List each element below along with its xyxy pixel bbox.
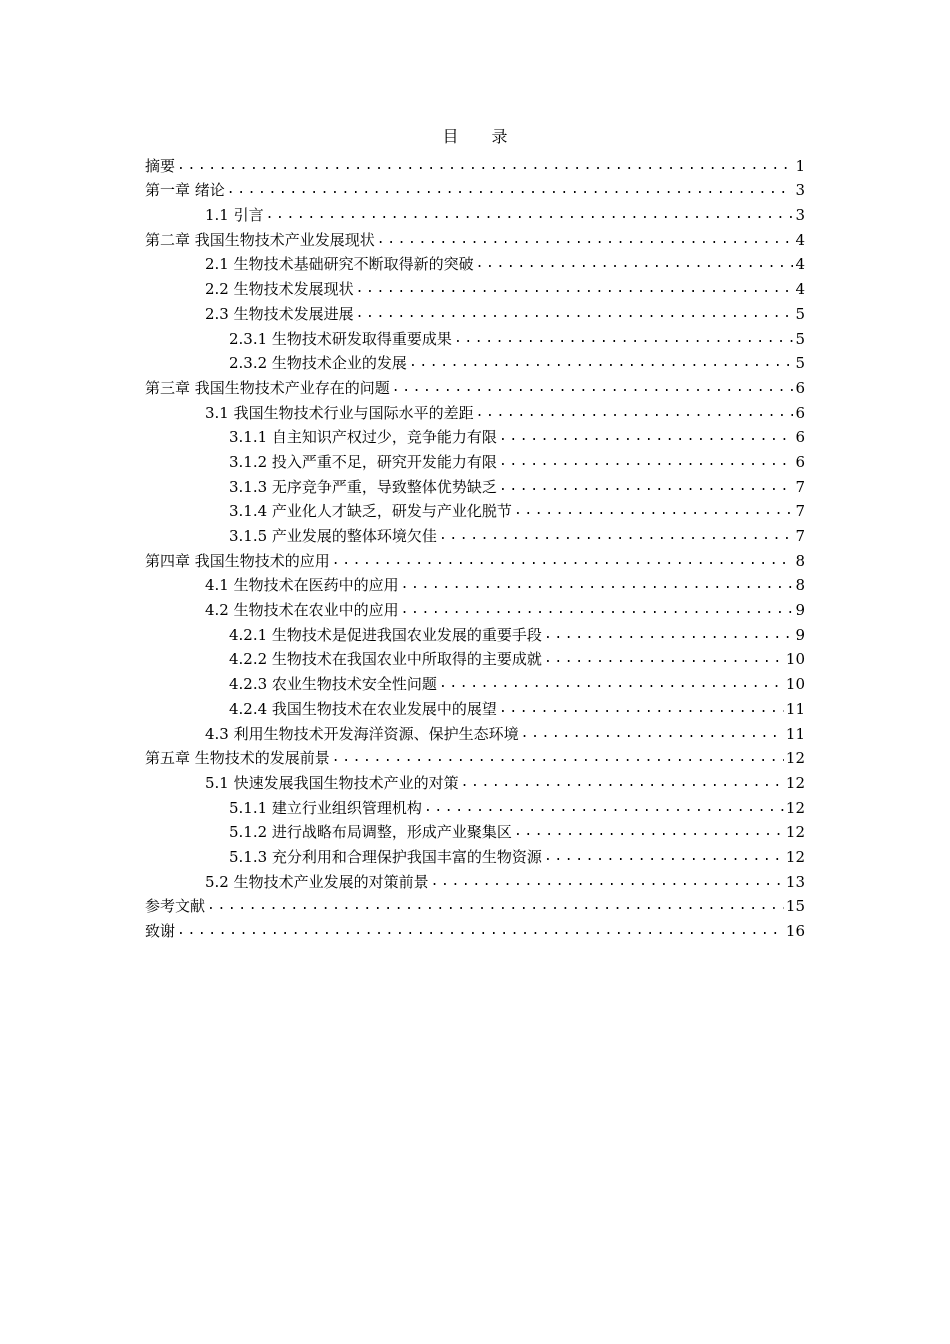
toc-entry[interactable] — [145, 867, 805, 892]
toc-entry-label: 5.1 快速发展我国生物技术产业的对策 — [205, 773, 459, 792]
dot-leader — [544, 625, 794, 645]
dot-leader — [401, 575, 794, 595]
toc-entry[interactable] — [145, 521, 805, 546]
toc-entry-page: 7 — [795, 502, 805, 521]
dot-leader — [332, 551, 794, 571]
toc-entry[interactable] — [145, 324, 805, 349]
toc-entry-label: 3.1.4 产业化人才缺乏，研发与产业化脱节 — [229, 502, 512, 521]
toc-entry-page: 5 — [795, 329, 805, 348]
toc-entry-page: 15 — [785, 897, 805, 916]
dot-leader — [499, 452, 794, 472]
toc-entry-label: 2.3.2 生物技术企业的发展 — [229, 354, 407, 373]
toc-entry[interactable] — [145, 299, 805, 324]
toc-entry-page: 6 — [795, 378, 805, 397]
toc-entry-page: 10 — [785, 675, 805, 694]
toc-entry-label: 1.1 引言 — [205, 206, 264, 225]
toc-entry-page: 12 — [785, 749, 805, 768]
dot-leader — [401, 600, 794, 620]
toc-entry-label: 3.1.3 无序竞争严重，导致整体优势缺乏 — [229, 477, 497, 496]
toc-entry[interactable] — [145, 768, 805, 793]
dot-leader — [476, 403, 794, 423]
toc-entry-page: 5 — [795, 304, 805, 323]
toc-entry-label: 4.2.1 生物技术是促进我国农业发展的重要手段 — [229, 625, 542, 644]
toc-entry[interactable] — [145, 571, 805, 596]
toc-entry-label: 5.1.3 充分利用和合理保护我国丰富的生物资源 — [229, 847, 542, 866]
toc-entry[interactable] — [145, 595, 805, 620]
toc-entry[interactable] — [145, 398, 805, 423]
toc-entry-label: 4.1 生物技术在医药中的应用 — [205, 576, 399, 595]
toc-entry-page: 11 — [785, 699, 805, 718]
toc-entry-page: 8 — [795, 576, 805, 595]
toc-entry-label: 3.1.1 自主知识产权过少，竞争能力有限 — [229, 428, 497, 447]
toc-entry-page: 10 — [785, 650, 805, 669]
dot-leader — [439, 526, 794, 546]
toc-entry-page: 4 — [795, 280, 805, 299]
toc-entry[interactable] — [145, 719, 805, 744]
dot-leader — [377, 230, 794, 250]
dot-leader — [454, 329, 794, 349]
table-of-contents — [145, 151, 805, 941]
toc-entry[interactable] — [145, 447, 805, 472]
toc-entry-page: 9 — [795, 625, 805, 644]
toc-entry[interactable] — [145, 744, 805, 769]
toc-entry[interactable] — [145, 423, 805, 448]
toc-entry-label: 致谢 — [145, 922, 176, 940]
toc-entry-page: 6 — [795, 452, 805, 471]
toc-entry-label: 4.2.2 生物技术在我国农业中所取得的主要成就 — [229, 650, 542, 669]
dot-leader — [227, 180, 794, 200]
toc-entry-label: 5.1.2 进行战略布局调整，形成产业聚集区 — [229, 823, 512, 842]
toc-entry[interactable] — [145, 546, 805, 571]
toc-entry[interactable] — [145, 200, 805, 225]
dot-leader — [424, 798, 784, 818]
dot-leader — [356, 279, 794, 299]
toc-entry-label: 4.2 生物技术在农业中的应用 — [205, 601, 399, 620]
toc-entry-label: 摘要 — [145, 156, 176, 175]
toc-entry-page: 13 — [785, 872, 805, 891]
toc-entry-page: 4 — [795, 230, 805, 249]
toc-entry-label: 第五章 生物技术的发展前景 — [145, 749, 330, 768]
toc-entry[interactable] — [145, 818, 805, 843]
toc-entry-page: 16 — [785, 922, 805, 940]
toc-entry-page: 6 — [795, 428, 805, 447]
toc-entry-label: 3.1.2 投入严重不足，研究开发能力有限 — [229, 452, 497, 471]
dot-leader — [332, 748, 784, 768]
dot-leader — [544, 649, 784, 669]
toc-entry-page: 6 — [795, 403, 805, 422]
toc-entry-page: 8 — [795, 551, 805, 570]
dot-leader — [514, 501, 794, 521]
toc-entry[interactable] — [145, 151, 805, 176]
toc-entry-label: 4.2.4 我国生物技术在农业发展中的展望 — [229, 699, 497, 718]
toc-entry-label: 2.3 生物技术发展进展 — [205, 304, 354, 323]
dot-leader — [499, 477, 794, 497]
toc-entry[interactable] — [145, 250, 805, 275]
toc-entry[interactable] — [145, 916, 805, 941]
toc-entry-label: 4.3 利用生物技术开发海洋资源、保护生态环境 — [205, 724, 519, 743]
toc-entry-page: 7 — [795, 477, 805, 496]
toc-entry[interactable] — [145, 694, 805, 719]
toc-entry[interactable] — [145, 225, 805, 250]
dot-leader — [514, 822, 784, 842]
toc-entry-label: 2.3.1 生物技术研发取得重要成果 — [229, 329, 452, 348]
toc-entry-label: 第二章 我国生物技术产业发展现状 — [145, 230, 375, 249]
toc-entry[interactable] — [145, 497, 805, 522]
toc-entry-page: 4 — [795, 255, 805, 274]
toc-entry-page: 1 — [795, 156, 805, 175]
dot-leader — [431, 872, 784, 892]
toc-entry-label: 5.1.1 建立行业组织管理机构 — [229, 798, 422, 817]
toc-entry-page: 12 — [785, 798, 805, 817]
toc-entry-page: 5 — [795, 354, 805, 373]
toc-entry-page: 3 — [795, 181, 805, 200]
toc-entry[interactable] — [145, 793, 805, 818]
toc-entry-page: 12 — [785, 823, 805, 842]
dot-leader — [207, 896, 784, 916]
dot-leader — [499, 427, 794, 447]
toc-title: 目 录 — [442, 127, 522, 146]
toc-entry-label: 3.1 我国生物技术行业与国际水平的差距 — [205, 403, 474, 422]
toc-entry-page: 3 — [795, 206, 805, 225]
dot-leader — [392, 378, 794, 398]
toc-entry[interactable] — [145, 349, 805, 374]
dot-leader — [521, 724, 784, 744]
toc-entry[interactable] — [145, 274, 805, 299]
dot-leader — [177, 156, 793, 176]
dot-leader — [409, 353, 794, 373]
toc-entry-label: 参考文献 — [145, 897, 206, 916]
toc-entry[interactable] — [145, 176, 805, 201]
toc-entry-label: 4.2.3 农业生物技术安全性问题 — [229, 675, 437, 694]
toc-entry[interactable] — [145, 472, 805, 497]
toc-entry-page: 12 — [785, 847, 805, 866]
toc-entry-label: 2.2 生物技术发展现状 — [205, 280, 354, 299]
dot-leader — [476, 254, 794, 274]
toc-entry-label: 2.1 生物技术基础研究不断取得新的突破 — [205, 255, 474, 274]
toc-entry-page: 7 — [795, 527, 805, 545]
toc-entry[interactable] — [145, 645, 805, 670]
toc-entry-page: 9 — [795, 601, 805, 620]
toc-entry-page: 12 — [785, 773, 805, 792]
toc-entry-label: 第三章 我国生物技术产业存在的问题 — [145, 378, 390, 397]
toc-entry[interactable] — [145, 892, 805, 917]
toc-entry[interactable] — [145, 620, 805, 645]
dot-leader — [177, 921, 784, 941]
toc-entry[interactable] — [145, 842, 805, 867]
dot-leader — [356, 304, 794, 324]
toc-entry-label: 第一章 绪论 — [145, 181, 225, 200]
toc-entry-label: 第四章 我国生物技术的应用 — [145, 551, 330, 570]
dot-leader — [544, 847, 784, 867]
toc-entry-page: 11 — [785, 724, 805, 743]
toc-entry[interactable] — [145, 669, 805, 694]
toc-entry[interactable] — [145, 373, 805, 398]
toc-entry-label: 5.2 生物技术产业发展的对策前景 — [205, 872, 429, 891]
dot-leader — [439, 674, 784, 694]
dot-leader — [266, 205, 794, 225]
toc-entry-label: 3.1.5 产业发展的整体环境欠佳 — [229, 527, 437, 545]
dot-leader — [461, 773, 784, 793]
dot-leader — [499, 699, 784, 719]
